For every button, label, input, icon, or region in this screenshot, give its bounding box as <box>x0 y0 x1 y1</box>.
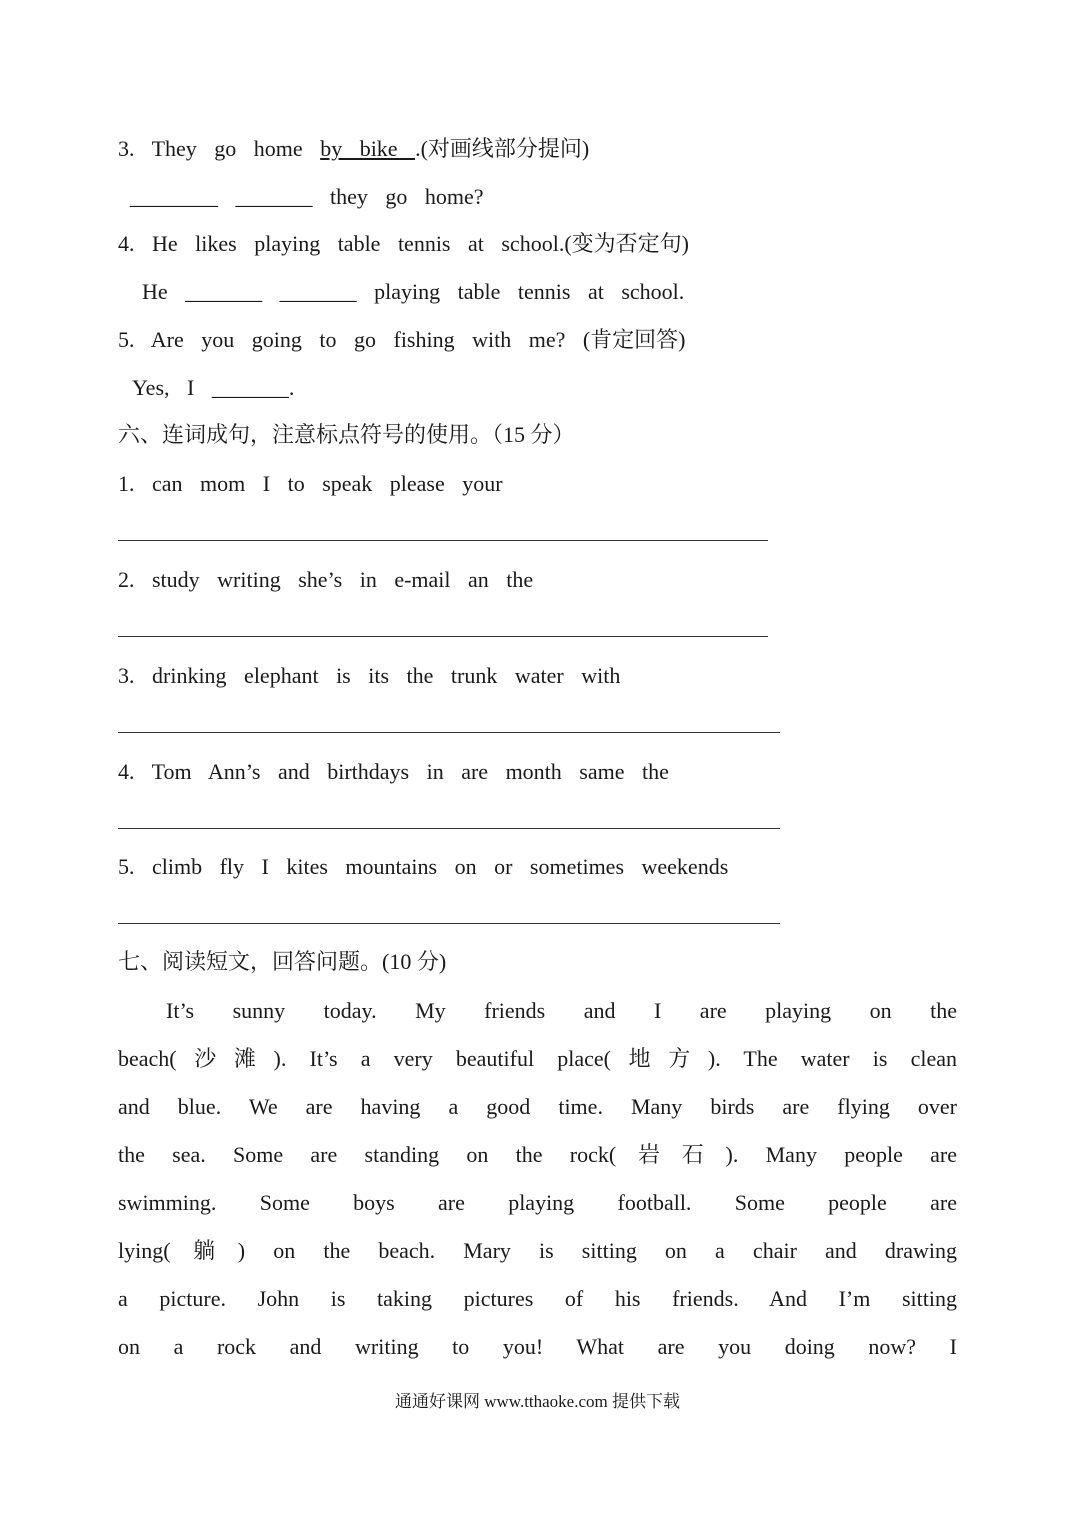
underlined-phrase: by bike <box>320 136 416 161</box>
answer-line-5-4: He _______ _______ playing table tennis at school. <box>142 279 685 304</box>
answer-rule <box>118 923 780 924</box>
question-instruction: .(对画线部分提问) <box>415 136 590 161</box>
passage-line: a picture. John is taking pictures of his friends. And I’m sitting <box>118 1286 957 1311</box>
passage-line: It’s sunny today. My friends and I are playing on the <box>166 998 957 1023</box>
passage-line: lying(躺) on the beach. Mary is sitting on a chair and drawing <box>118 1238 957 1263</box>
question-5-5: 5. Are you going to go fishing with me? (肯定回答) <box>118 327 686 352</box>
passage-line: and blue. We are having a good time. Many birds are flying over <box>118 1094 957 1119</box>
section-7-heading: 七、阅读短文，回答问题。(10 分) <box>118 949 447 974</box>
section-6-heading: 六、连词成句，注意标点符号的使用。（15 分） <box>118 422 575 447</box>
section-6-item-1: 1. can mom I to speak please your <box>118 471 503 496</box>
answer-rule <box>118 636 768 637</box>
passage-line: the sea. Some are standing on the rock(岩石). Many people are <box>118 1142 957 1167</box>
answer-line-5-3: ________ _______ they go home? <box>130 184 484 209</box>
answer-rule <box>118 828 780 829</box>
passage-line: on a rock and writing to you! What are you doing now? I <box>118 1334 957 1359</box>
section-6-item-4: 4. Tom Ann’s and birthdays in are month same the <box>118 759 669 784</box>
section-6-item-3: 3. drinking elephant is its the trunk water with <box>118 663 621 688</box>
answer-rule <box>118 540 768 541</box>
question-text: 3. They go home <box>118 136 321 161</box>
passage-line: swimming. Some boys are playing football. Some people are <box>118 1190 957 1215</box>
passage-line: beach(沙滩). It’s a very beautiful place(地方). The water is clean <box>118 1046 957 1071</box>
section-6-item-2: 2. study writing she’s in e-mail an the <box>118 567 534 592</box>
question-5-4: 4. He likes playing table tennis at school.(变为否定句) <box>118 231 689 256</box>
answer-line-5-5: Yes, I _______. <box>132 375 295 400</box>
section-6-item-5: 5. climb fly I kites mountains on or sometimes weekends <box>118 854 729 879</box>
page-footer: 通通好课网 www.tthaoke.com 提供下载 <box>394 1392 681 1411</box>
answer-rule <box>118 732 780 733</box>
question-5-3 <box>118 134 957 164</box>
